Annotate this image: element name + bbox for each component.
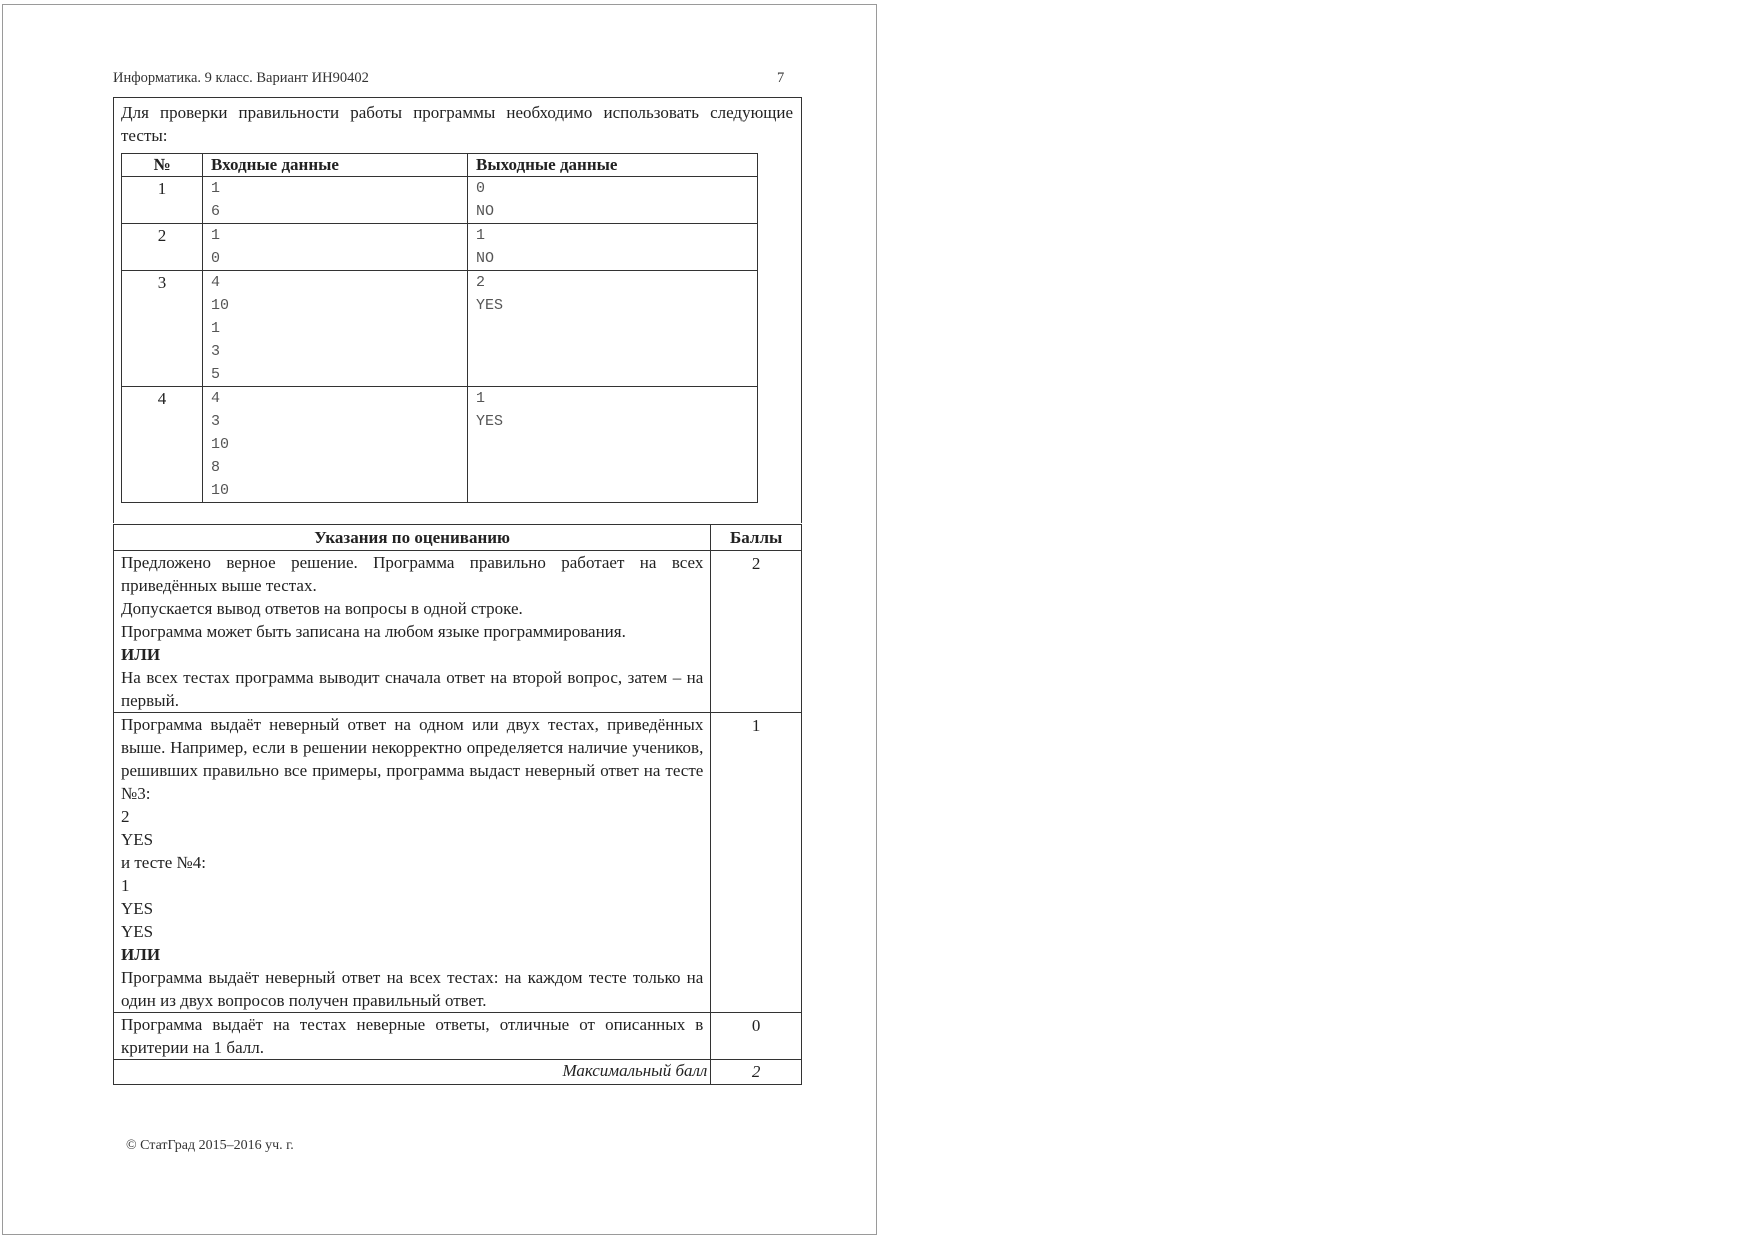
test-output-cell xyxy=(468,271,758,387)
test-output-value: YES xyxy=(476,413,504,430)
criteria-line: YES xyxy=(121,922,154,941)
test-input-value: 4 xyxy=(211,390,221,407)
criteria-row xyxy=(114,713,802,1013)
test-input-value: 10 xyxy=(211,482,230,499)
test-input-value: 6 xyxy=(211,203,221,220)
criteria-line: 2 xyxy=(121,807,130,826)
tests-table-body xyxy=(122,177,758,503)
criteria-row xyxy=(114,551,802,713)
criteria-line: YES xyxy=(121,830,154,849)
col-header-num: № xyxy=(122,154,203,177)
max-score-value: 2 xyxy=(711,1060,802,1085)
col-header-input: Входные данные xyxy=(203,154,468,177)
test-input-value: 1 xyxy=(211,320,221,337)
test-output-cell xyxy=(468,177,758,224)
test-input-value: 1 xyxy=(211,180,221,197)
test-input-value: 8 xyxy=(211,459,221,476)
criteria-line: Программа может быть записана на любом языке программирования. xyxy=(121,622,626,641)
test-input-value: 3 xyxy=(211,343,221,360)
test-input-cell xyxy=(203,177,468,224)
tests-section xyxy=(113,97,802,523)
test-output-value: NO xyxy=(476,203,495,220)
criteria-line: Программа выдаёт на тестах неверные ответы, отличные от описанных в критерии на 1 балл. xyxy=(121,1015,704,1057)
criteria-line: Программа выдаёт неверный ответ на одном или двух тестах, приведённых выше. Например, если в решении некорректно определяется наличие учеников, решивших правильно все примеры, программа выдаст неверный ответ на тесте №3: xyxy=(121,715,704,803)
test-row xyxy=(122,177,758,224)
test-input-cell xyxy=(203,271,468,387)
criteria-line: Допускается вывод ответов на вопросы в одной строке. xyxy=(121,599,523,618)
test-output-value: 1 xyxy=(476,390,486,407)
criteria-text-cell xyxy=(114,1013,711,1060)
max-score-label: Максимальный балл xyxy=(114,1060,711,1085)
criteria-table-body xyxy=(114,551,802,1060)
criteria-points: 0 xyxy=(711,1013,802,1060)
criteria-text-cell xyxy=(114,551,711,713)
copyright-footer: © СтатГрад 2015–2016 уч. г. xyxy=(126,1138,294,1153)
criteria-or-separator: ИЛИ xyxy=(121,945,161,964)
test-input-value: 1 xyxy=(211,227,221,244)
criteria-points: 1 xyxy=(711,713,802,1013)
test-output-value: 0 xyxy=(476,180,486,197)
criteria-line: YES xyxy=(121,899,154,918)
test-output-value: 2 xyxy=(476,274,486,291)
criteria-line: Программа выдаёт неверный ответ на всех тестах: на каждом тесте только на один из двух вопросов получен правильный ответ. xyxy=(121,968,704,1010)
test-number: 3 xyxy=(122,271,203,387)
criteria-row xyxy=(114,1013,802,1060)
test-input-value: 4 xyxy=(211,274,221,291)
tests-table xyxy=(121,153,758,503)
col-header-output: Выходные данные xyxy=(468,154,758,177)
test-input-value: 0 xyxy=(211,250,221,267)
test-input-value: 5 xyxy=(211,366,221,383)
criteria-table xyxy=(113,524,802,1085)
intro-text: Для проверки правильности работы программы необходимо использовать следующие тесты: xyxy=(121,103,793,145)
criteria-points: 2 xyxy=(711,551,802,713)
test-row xyxy=(122,271,758,387)
criteria-line: и тесте №4: xyxy=(121,853,206,872)
criteria-line: 1 xyxy=(121,876,130,895)
test-input-cell xyxy=(203,224,468,271)
test-output-value: 1 xyxy=(476,227,486,244)
criteria-text-cell xyxy=(114,713,711,1013)
page-number: 7 xyxy=(777,70,785,86)
criteria-line: Предложено верное решение. Программа правильно работает на всех приведённых выше тестах. xyxy=(121,553,704,595)
test-output-cell xyxy=(468,387,758,503)
max-score-row xyxy=(114,1060,802,1085)
test-number: 2 xyxy=(122,224,203,271)
page-header-title: Информатика. 9 класс. Вариант ИН90402 xyxy=(113,70,369,86)
criteria-line: На всех тестах программа выводит сначала ответ на второй вопрос, затем – на первый. xyxy=(121,668,704,710)
test-row xyxy=(122,387,758,503)
test-number: 4 xyxy=(122,387,203,503)
col-header-points: Баллы xyxy=(711,525,802,551)
test-output-cell xyxy=(468,224,758,271)
test-input-value: 10 xyxy=(211,297,230,314)
criteria-table-header xyxy=(114,525,802,551)
test-row xyxy=(122,224,758,271)
tests-table-header xyxy=(122,154,758,177)
test-input-value: 3 xyxy=(211,413,221,430)
test-output-value: NO xyxy=(476,250,495,267)
criteria-or-separator: ИЛИ xyxy=(121,645,161,664)
test-number: 1 xyxy=(122,177,203,224)
test-output-value: YES xyxy=(476,297,504,314)
test-input-value: 10 xyxy=(211,436,230,453)
test-input-cell xyxy=(203,387,468,503)
col-header-criteria: Указания по оцениванию xyxy=(114,525,711,551)
